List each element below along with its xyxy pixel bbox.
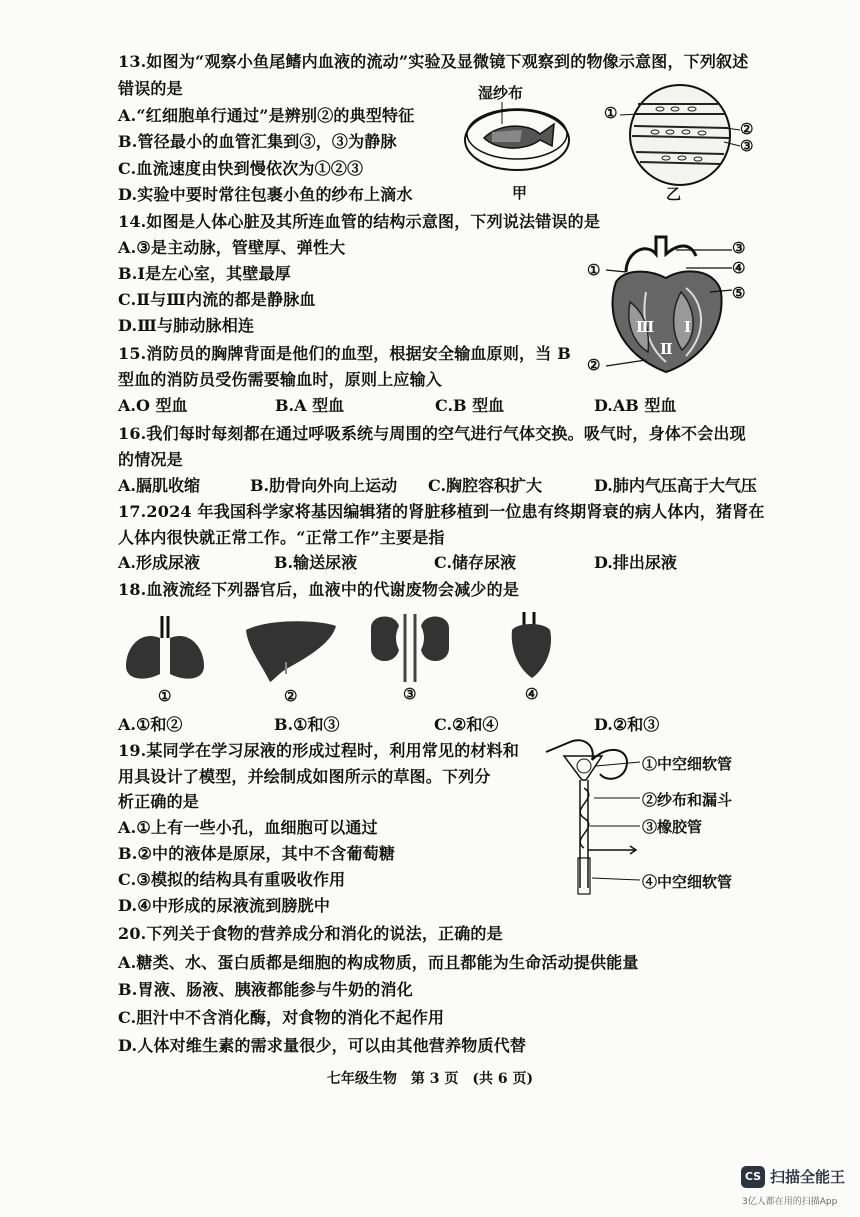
q20-option-d: D.人体对维生素的需求量很少，可以由其他营养物质代替 xyxy=(118,1036,527,1055)
q20-option-b: B.胃液、肠液、胰液都能参与牛奶的消化 xyxy=(118,980,413,999)
fig13-jia-label: 甲 xyxy=(512,184,528,202)
fig14-marker-1: ① xyxy=(587,261,601,279)
page-footer: 七年级生物 第 3 页 (共 6 页) xyxy=(326,1071,534,1087)
q17-stem-line-1: 17.2024 年我国科学家将基因编辑猪的肾脏移植到一位患有终期肾衰的病人体内，猪肾在 xyxy=(118,502,765,521)
q15-option-d: D.AB 型血 xyxy=(594,396,677,415)
fig18-liver xyxy=(240,612,340,684)
q13-option-d: D.实验中要时常往包裹小鱼的纱布上滴水 xyxy=(118,185,413,204)
fig18-heart xyxy=(506,608,556,682)
q14-stem-line-1: 14.如图是人体心脏及其所连血管的结构示意图，下列说法错误的是 xyxy=(118,212,601,231)
q20-option-c: C.胆汁中不含消化酶，对食物的消化不起作用 xyxy=(118,1008,445,1027)
fig19-label-2: ②纱布和漏斗 xyxy=(642,791,733,809)
q17-stem-line-2: 人体内很快就正常工作。“正常工作”主要是指 xyxy=(118,528,445,547)
q19-option-c: C.③模拟的结构具有重吸收作用 xyxy=(118,870,346,889)
q16-option-b: B.肋骨向外向上运动 xyxy=(250,476,398,495)
q15-option-a: A.O 型血 xyxy=(118,396,188,415)
q16-option-c: C.胸腔容积扩大 xyxy=(428,476,543,495)
q20-option-a: A.糖类、水、蛋白质都是细胞的构成物质，而且都能为生命活动提供能量 xyxy=(118,953,639,972)
q18-option-c: C.②和④ xyxy=(434,715,499,734)
fig13-dish-fish-illustration xyxy=(462,96,572,178)
q17-option-c: C.储存尿液 xyxy=(434,553,517,572)
fig18-kidneys xyxy=(365,608,455,684)
fig18-label-3: ③ xyxy=(403,685,417,703)
q19-option-a: A.①上有一些小孔，血细胞可以通过 xyxy=(118,818,378,837)
fig14-chamber-i: Ⅰ xyxy=(684,318,692,336)
q18-option-a: A.①和② xyxy=(118,715,183,734)
fig13-wet-gauze-label: 湿纱布 xyxy=(478,84,524,102)
q13-option-c: C.血流速度由快到慢依次为①②③ xyxy=(118,159,364,178)
fig13-microscope-view xyxy=(600,82,760,192)
q16-option-a: A.膈肌收缩 xyxy=(118,476,200,495)
fig18-label-2: ② xyxy=(284,687,298,705)
fig13-marker-2: ② xyxy=(740,120,754,138)
q13-option-b: B.管径最小的血管汇集到③，③为静脉 xyxy=(118,132,397,151)
q14-option-c: C.Ⅱ与Ⅲ内流的都是静脉血 xyxy=(118,290,316,309)
q15-option-c: C.B 型血 xyxy=(435,396,505,415)
fig14-chamber-ii: Ⅱ xyxy=(660,340,673,358)
camscanner-name: 扫描全能王 xyxy=(770,1168,846,1186)
q19-option-d: D.④中形成的尿液流到膀胱中 xyxy=(118,896,331,915)
q14-option-a: A.③是主动脉，管壁厚、弹性大 xyxy=(118,238,346,257)
fig13-yi-label: 乙 xyxy=(666,185,682,203)
fig19-label-1: ①中空细软管 xyxy=(642,755,733,773)
fig14-marker-5: ⑤ xyxy=(732,284,746,302)
q19-stem-line-2: 用具设计了模型，并绘制成如图所示的草图。下列分 xyxy=(118,767,491,786)
q15-stem-line-2: 型血的消防员受伤需要输血时，原则上应输入 xyxy=(118,370,443,389)
q13-stem-line-2: 错误的是 xyxy=(118,79,183,98)
fig19-model-diagram xyxy=(540,738,650,898)
q18-stem-line-1: 18.血液流经下列器官后，血液中的代谢废物会减少的是 xyxy=(118,580,520,599)
camscanner-tagline: 3亿人都在用的扫描App xyxy=(742,1197,838,1207)
q19-stem-line-1: 19.某同学在学习尿液的形成过程时，利用常见的材料和 xyxy=(118,741,520,760)
q13-stem-line-1: 13.如图为“观察小鱼尾鳍内血液的流动”实验及显微镜下观察到的物像示意图，下列叙述 xyxy=(118,52,749,71)
fig18-label-4: ④ xyxy=(525,685,539,703)
q16-stem-line-2: 的情况是 xyxy=(118,450,183,469)
fig13-marker-1: ① xyxy=(604,104,618,122)
q16-option-d: D.肺内气压高于大气压 xyxy=(594,476,757,495)
fig18-lungs xyxy=(120,612,210,684)
q18-option-d: D.②和③ xyxy=(594,715,660,734)
fig19-label-4: ④中空细软管 xyxy=(642,873,733,891)
q17-option-d: D.排出尿液 xyxy=(594,553,677,572)
fig14-marker-3: ③ xyxy=(732,239,746,257)
q17-option-a: A.形成尿液 xyxy=(118,553,200,572)
q14-option-d: D.Ⅲ与肺动脉相连 xyxy=(118,316,255,335)
q13-option-a: A.“红细胞单行通过”是辨别②的典型特征 xyxy=(118,106,415,125)
fig14-chamber-iii: Ⅲ xyxy=(636,318,655,336)
q20-stem-line-1: 20.下列关于食物的营养成分和消化的说法，正确的是 xyxy=(118,924,503,943)
fig19-label-3: ③橡胶管 xyxy=(642,818,703,836)
q16-stem-line-1: 16.我们每时每刻都在通过呼吸系统与周围的空气进行气体交换。吸气时，身体不会出现 xyxy=(118,424,746,443)
fig18-label-1: ① xyxy=(158,687,172,705)
fig14-marker-2: ② xyxy=(587,356,601,374)
q17-option-b: B.输送尿液 xyxy=(274,553,358,572)
camscanner-logo-icon: CS xyxy=(741,1166,765,1188)
q15-option-b: B.A 型血 xyxy=(275,396,345,415)
q15-stem-line-1: 15.消防员的胸牌背面是他们的血型，根据安全输血原则，当 B xyxy=(118,344,571,363)
fig13-marker-3: ③ xyxy=(740,137,754,155)
q14-option-b: B.Ⅰ是左心室，其壁最厚 xyxy=(118,264,291,283)
q19-option-b: B.②中的液体是原尿，其中不含葡萄糖 xyxy=(118,844,396,863)
q18-option-b: B.①和③ xyxy=(274,715,340,734)
fig14-marker-4: ④ xyxy=(732,259,746,277)
q19-stem-line-3: 析正确的是 xyxy=(118,792,200,811)
